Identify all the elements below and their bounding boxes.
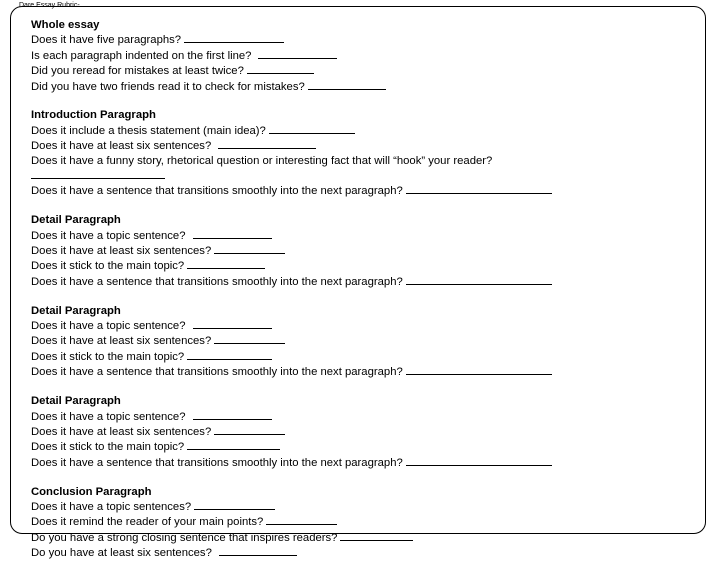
rubric-item	[31, 154, 701, 168]
answer-blank[interactable]	[406, 183, 552, 194]
rubric-question: Does it have a topic sentence?	[31, 229, 186, 242]
rubric-question: Does it have a topic sentence?	[31, 410, 186, 423]
rubric-question: Did you reread for mistakes at least twice?	[31, 65, 244, 78]
rubric-item	[31, 499, 701, 514]
answer-blank[interactable]	[340, 530, 413, 541]
answer-blank[interactable]	[308, 79, 386, 90]
rubric-question: Does it have a topic sentences?	[31, 500, 192, 513]
rubric-question: Does it have at least six sentences?	[31, 245, 212, 258]
rubric-question: Does it have a sentence that transitions smoothly into the next paragraph?	[31, 185, 403, 198]
rubric-item	[31, 545, 701, 560]
rubric-item	[31, 228, 701, 243]
rubric-item	[31, 123, 701, 138]
answer-blank[interactable]	[193, 228, 272, 239]
rubric-item	[31, 63, 701, 78]
answer-blank[interactable]	[187, 349, 272, 360]
rubric-item	[31, 48, 701, 63]
rubric-question: Does it remind the reader of your main points?	[31, 516, 264, 529]
rubric-question: Does it have a sentence that transitions smoothly into the next paragraph?	[31, 456, 403, 469]
section-heading: Detail Paragraph	[31, 395, 121, 408]
rubric-item	[31, 409, 701, 424]
answer-blank[interactable]	[258, 48, 337, 59]
rubric-item	[31, 333, 701, 348]
rubric-item	[31, 439, 701, 454]
answer-blank[interactable]	[406, 364, 552, 375]
rubric-question: Does it include a thesis statement (main idea)?	[31, 124, 266, 137]
answer-blank[interactable]	[214, 243, 285, 254]
answer-blank[interactable]	[247, 63, 314, 74]
answer-blank[interactable]	[269, 123, 355, 134]
section-detail-2	[31, 304, 701, 380]
answer-blank[interactable]	[214, 424, 285, 435]
rubric-question: Does it have at least six sentences?	[31, 425, 212, 438]
answer-blank[interactable]	[194, 499, 275, 510]
rubric-question: Does it have at least six sentences?	[31, 140, 212, 153]
rubric-item	[31, 32, 701, 47]
rubric-item	[31, 243, 701, 258]
section-heading: Detail Paragraph	[31, 214, 121, 227]
answer-blank[interactable]	[184, 32, 284, 43]
rubric-question: Does it have a funny story, rhetorical question or interesting fact that will “hook” your reader?	[31, 154, 493, 167]
section-heading: Conclusion Paragraph	[31, 485, 152, 498]
answer-blank[interactable]	[406, 274, 552, 285]
rubric-question: Does it stick to the main topic?	[31, 441, 185, 454]
answer-blank[interactable]	[219, 545, 297, 556]
rubric-item	[31, 455, 701, 470]
page-title: Dare Essay Rubric-	[19, 2, 80, 9]
rubric-question: Does it have a topic sentence?	[31, 320, 186, 333]
rubric-question: Is each paragraph indented on the first line?	[31, 49, 252, 62]
section-detail-1	[31, 213, 701, 289]
rubric-item	[31, 168, 701, 183]
answer-blank[interactable]	[187, 258, 265, 269]
section-heading: Whole essay	[31, 19, 100, 31]
rubric-frame	[10, 6, 706, 560]
rubric-item	[31, 79, 701, 94]
section-introduction	[31, 108, 701, 198]
answer-blank[interactable]	[214, 333, 285, 344]
rubric-question: Does it have a sentence that transitions smoothly into the next paragraph?	[31, 275, 403, 288]
section-conclusion	[31, 485, 701, 561]
answer-blank[interactable]	[31, 168, 165, 179]
section-heading: Detail Paragraph	[31, 304, 121, 317]
answer-blank[interactable]	[193, 318, 272, 329]
answer-blank[interactable]	[187, 439, 280, 450]
rubric-item	[31, 424, 701, 439]
rubric-item	[31, 274, 701, 289]
answer-blank[interactable]	[193, 409, 272, 420]
section-heading: Introduction Paragraph	[31, 109, 156, 122]
rubric-question: Does it have at least six sentences?	[31, 335, 212, 348]
section-whole-essay	[31, 18, 701, 94]
rubric-item	[31, 530, 701, 545]
rubric-item	[31, 514, 701, 529]
rubric-question: Does it have five paragraphs?	[31, 34, 182, 47]
rubric-item	[31, 138, 701, 153]
rubric-question: Does it stick to the main topic?	[31, 350, 185, 363]
rubric-question: Does it stick to the main topic?	[31, 260, 185, 273]
rubric-question: Do you have at least six sentences?	[31, 547, 212, 560]
rubric-question: Does it have a sentence that transitions smoothly into the next paragraph?	[31, 366, 403, 379]
rubric-item	[31, 318, 701, 333]
rubric-question: Did you have two friends read it to check for mistakes?	[31, 80, 305, 93]
answer-blank[interactable]	[406, 455, 552, 466]
rubric-item	[31, 349, 701, 364]
answer-blank[interactable]	[218, 138, 316, 149]
rubric-item	[31, 183, 701, 198]
answer-blank[interactable]	[266, 514, 337, 525]
rubric-item	[31, 364, 701, 379]
rubric-item	[31, 258, 701, 273]
rubric-content	[31, 18, 701, 575]
rubric-question: Do you have a strong closing sentence that inspires readers?	[31, 531, 338, 544]
section-detail-3	[31, 394, 701, 470]
